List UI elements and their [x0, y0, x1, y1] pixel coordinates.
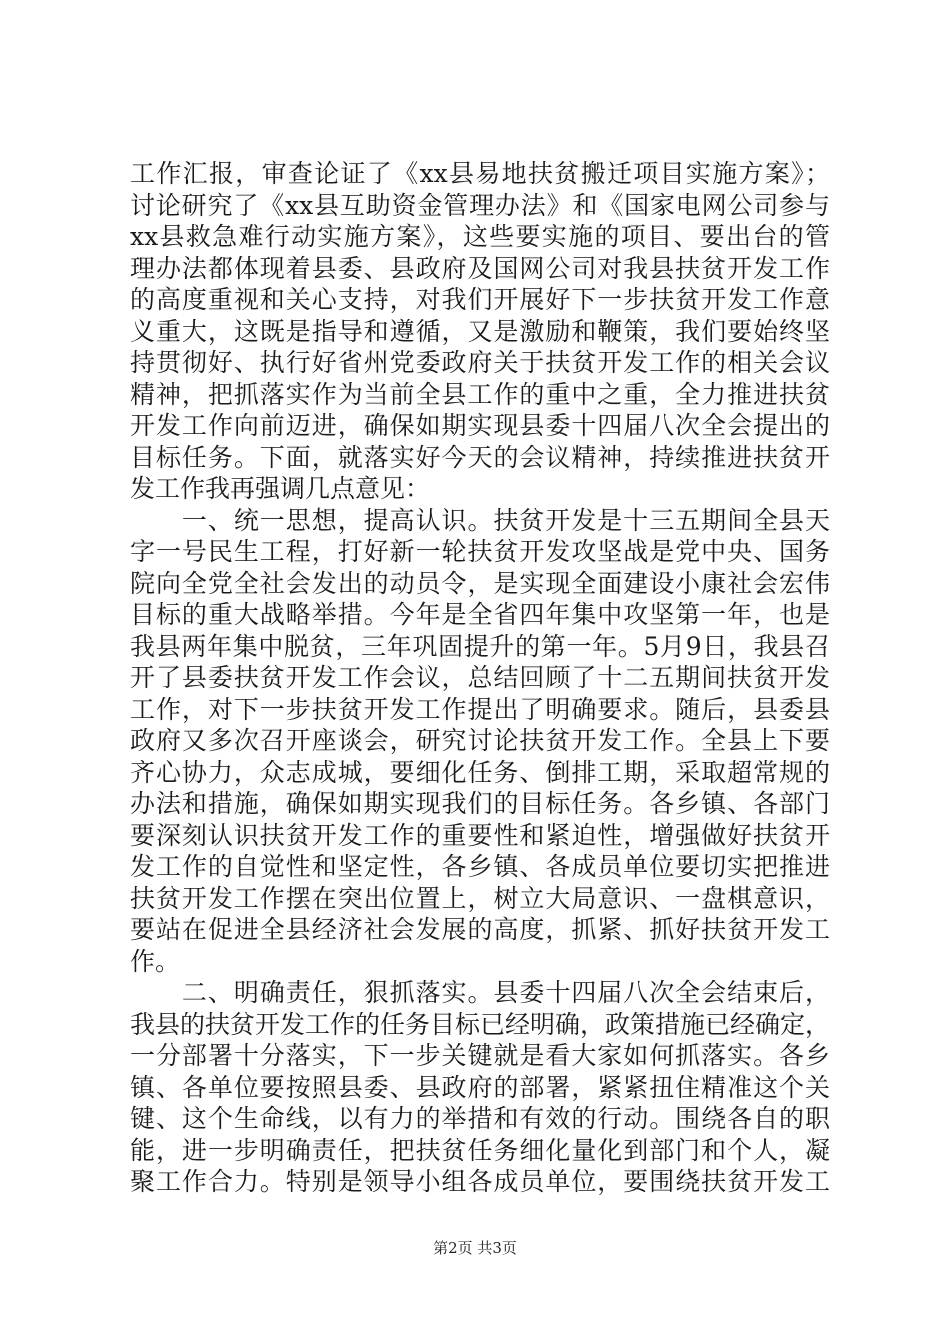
text-line: 镇、各单位要按照县委、县政府的部署，紧紧扭住精准这个关	[130, 1072, 830, 1102]
text-line: 办法和措施，确保如期实现我们的目标任务。各乡镇、各部门	[130, 789, 830, 818]
text-line: 工作，对下一步扶贫开发工作提出了明确要求。随后，县委县	[130, 694, 830, 724]
document-body	[130, 158, 830, 1198]
text-line: 我县的扶贫开发工作的任务目标已经明确，政策措施已经确定，	[130, 1009, 831, 1039]
text-line: 一分部署十分落实，下一步关键就是看大家如何抓落实。各乡	[130, 1041, 830, 1070]
text-line: 能，进一步明确责任，把扶贫任务细化量化到部门和个人，凝	[130, 1135, 830, 1165]
text-line: 义重大，这既是指导和遵循，又是激励和鞭策，我们要始终坚	[130, 316, 830, 346]
text-line: 的高度重视和关心支持，对我们开展好下一步扶贫开发工作意	[130, 285, 830, 314]
text-line: 发工作我再强调几点意见：	[130, 474, 431, 503]
text-line: 一、统一思想，提高认识。扶贫开发是十三五期间全县天	[130, 505, 830, 535]
text-line: 字一号民生工程，打好新一轮扶贫开发攻坚战是党中央、国务	[130, 537, 830, 566]
text-line: 聚工作合力。特别是领导小组各成员单位，要围绕扶贫开发工	[130, 1167, 830, 1196]
text-line: 要站在促进全县经济社会发展的高度，抓紧、抓好扶贫开发工	[130, 915, 830, 944]
text-line: 目标的重大战略举措。今年是全省四年集中攻坚第一年，也是	[130, 600, 830, 629]
text-line: 政府又多次召开座谈会，研究讨论扶贫开发工作。全县上下要	[130, 726, 830, 755]
text-line: 工作汇报，审查论证了《xx县易地扶贫搬迁项目实施方案》；	[130, 159, 830, 188]
text-line: 要深刻认识扶贫开发工作的重要性和紧迫性，增强做好扶贫开	[130, 820, 830, 850]
text-line: 目标任务。下面，就落实好今天的会议精神，持续推进扶贫开	[130, 442, 830, 472]
text-line: 理办法都体现着县委、县政府及国网公司对我县扶贫开发工作	[130, 253, 830, 283]
text-line: 齐心协力，众志成城，要细化任务、倒排工期，采取超常规的	[130, 757, 830, 787]
text-line: 持贯彻好、执行好省州党委政府关于扶贫开发工作的相关会议	[130, 348, 830, 377]
text-line: 二、明确责任，狠抓落实。县委十四届八次全会结束后，	[130, 978, 830, 1007]
text-line: 开了县委扶贫开发工作会议，总结回顾了十二五期间扶贫开发	[130, 663, 830, 692]
text-line: 键、这个生命线，以有力的举措和有效的行动。围绕各自的职	[130, 1104, 830, 1133]
text-line: 讨论研究了《xx县互助资金管理办法》和《国家电网公司参与	[130, 190, 830, 220]
text-line: 发工作的自觉性和坚定性，各乡镇、各成员单位要切实把推进	[130, 852, 830, 881]
text-line: 精神，把抓落实作为当前全县工作的重中之重，全力推进扶贫	[130, 379, 830, 409]
text-line: 院向全党全社会发出的动员令，是实现全面建设小康社会宏伟	[130, 568, 830, 598]
text-line: 我县两年集中脱贫，三年巩固提升的第一年。5月9日，我县召	[130, 631, 830, 661]
page-footer: 第2页 共3页	[433, 1239, 517, 1257]
text-line: 作。	[130, 946, 181, 976]
text-line: 开发工作向前迈进，确保如期实现县委十四届八次全会提出的	[130, 411, 830, 440]
text-line: 扶贫开发工作摆在突出位置上，树立大局意识、一盘棋意识，	[130, 883, 830, 913]
text-line: xx县救急难行动实施方案》，这些要实施的项目、要出台的管	[130, 222, 830, 251]
